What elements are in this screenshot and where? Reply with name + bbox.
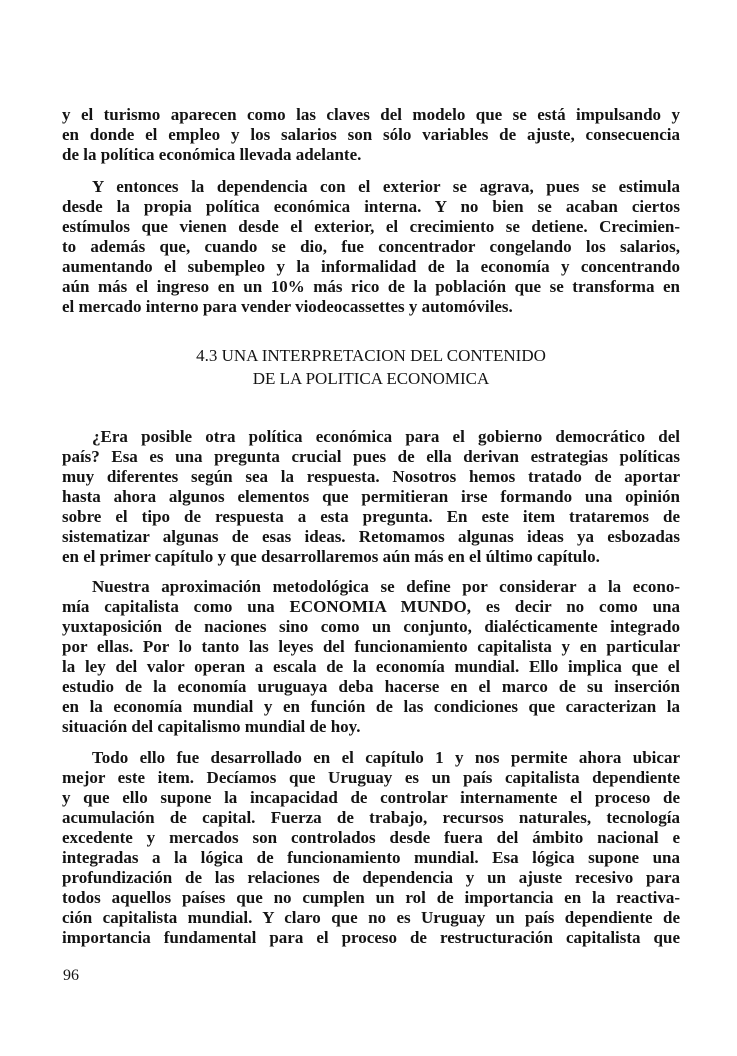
paragraph-3	[62, 427, 680, 567]
text-line: desde la propia política económica interna. Y no bien se acaban ciertos	[62, 197, 680, 216]
text-line: hasta ahora algunos elementos que permitieran irse formando una opinión	[62, 487, 680, 506]
text-line: yuxtaposición de naciones sino como un conjunto, dialécticamente integrado	[62, 617, 680, 636]
text-line: Todo ello fue desarrollado en el capítulo 1 y nos permite ahora ubicar	[92, 748, 680, 767]
paragraph-4	[62, 577, 680, 737]
page-number: 96	[63, 967, 79, 984]
text-line: profundización de las relaciones de dependencia y un ajuste recesivo para	[62, 868, 680, 887]
text-line: excedente y mercados son controlados desde fuera del ámbito nacional e	[62, 828, 680, 847]
text-line: Y entonces la dependencia con el exterior se agrava, pues se estimula	[92, 177, 680, 196]
text-line: mía capitalista como una ECONOMIA MUNDO, es decir no como una	[62, 597, 680, 616]
text-line: muy diferentes según sea la respuesta. Nosotros hemos tratado de aportar	[62, 467, 680, 486]
text-line: en el primer capítulo y que desarrollaremos aún más en el último capítulo.	[62, 547, 600, 566]
text-line: situación del capitalismo mundial de hoy.	[62, 717, 361, 736]
text-line: por ellas. Por lo tanto las leyes del funcionamiento capitalista y en particular	[62, 637, 680, 656]
text-line: en donde el empleo y los salarios son sólo variables de ajuste, consecuencia	[62, 125, 680, 144]
text-line: acumulación de capital. Fuerza de trabajo, recursos naturales, tecnología	[62, 808, 680, 827]
paragraph-5	[62, 748, 680, 948]
section-heading-line-2: DE LA POLITICA ECONOMICA	[252, 369, 490, 388]
text-line: integradas a la lógica de funcionamiento mundial. Esa lógica supone una	[62, 848, 680, 867]
text-line: sobre el tipo de respuesta a esta pregunta. En este item trataremos de	[62, 507, 680, 526]
text-line: la ley del valor operan a escala de la economía mundial. Ello implica que el	[62, 657, 680, 676]
text-line: el mercado interno para vender viodeocassettes y automóviles.	[62, 297, 513, 316]
text-line: y que ello supone la incapacidad de controlar internamente el proceso de	[62, 788, 680, 807]
paragraph-2	[62, 177, 680, 317]
text-line: importancia fundamental para el proceso de restructuración capitalista que	[62, 928, 680, 947]
text-line: mejor este item. Decíamos que Uruguay es un país capitalista dependiente	[62, 768, 680, 787]
text-line: to además que, cuando se dio, fue concentrador congelando los salarios,	[62, 237, 680, 256]
text-line: de la política económica llevada adelante.	[62, 145, 362, 164]
text-line: aún más el ingreso en un 10% más rico de la población que se transforma en	[62, 277, 680, 296]
text-line: ¿Era posible otra política económica para el gobierno democrático del	[92, 427, 680, 446]
text-line: aumentando el subempleo y la informalidad de la economía y concentrando	[62, 257, 680, 276]
text-line: país? Esa es una pregunta crucial pues de ella derivan estrategias políticas	[62, 447, 680, 466]
text-line: en la economía mundial y en función de las condiciones que caracterizan la	[62, 697, 680, 716]
text-line: estímulos que vienen desde el exterior, el crecimiento se detiene. Crecimien-	[62, 217, 680, 236]
section-heading-line-1: 4.3 UNA INTERPRETACION DEL CONTENIDO	[196, 346, 546, 365]
text-line: ción capitalista mundial. Y claro que no es Uruguay un país dependiente de	[62, 908, 680, 927]
text-line: todos aquellos países que no cumplen un rol de importancia en la reactiva-	[62, 888, 680, 907]
text-line: estudio de la economía uruguaya deba hacerse en el marco de su inserción	[62, 677, 680, 696]
text-line: sistematizar algunas de esas ideas. Retomamos algunas ideas ya esbozadas	[62, 527, 680, 546]
section-heading	[62, 344, 680, 390]
text-line: Nuestra aproximación metodológica se define por considerar a la econo-	[92, 577, 680, 596]
paragraph-1	[62, 105, 680, 165]
text-line: y el turismo aparecen como las claves del modelo que se está impulsando y	[62, 105, 680, 124]
